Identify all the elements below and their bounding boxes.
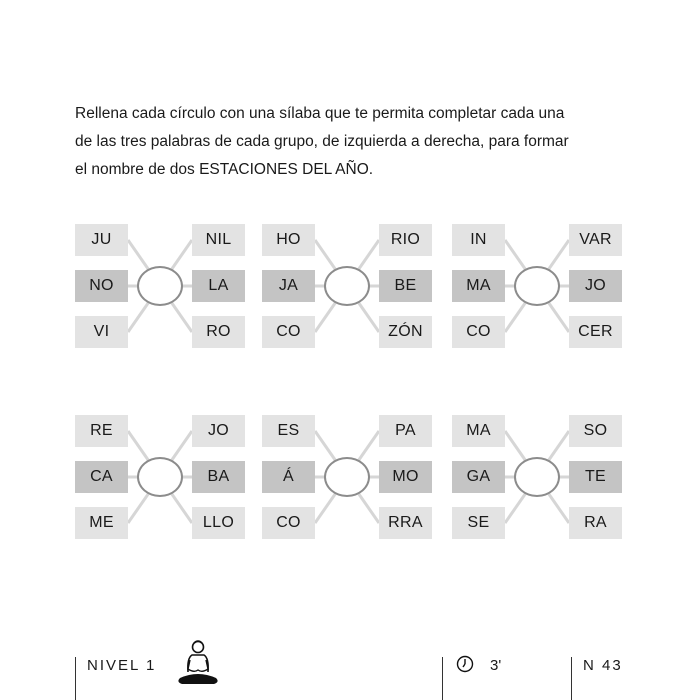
syllable-box-right: TE: [569, 461, 622, 493]
answer-circle[interactable]: [514, 266, 560, 306]
syllable-box-right: BA: [192, 461, 245, 493]
syllable-puzzle: [262, 224, 432, 348]
footer-divider: [75, 657, 76, 700]
syllable-box-right: JO: [192, 415, 245, 447]
syllable-box-left: CO: [452, 316, 505, 348]
syllable-box-right: LA: [192, 270, 245, 302]
instructions: [75, 100, 635, 184]
syllable-box-left: CO: [262, 316, 315, 348]
clock-icon: [456, 655, 474, 673]
syllable-box-left: NO: [75, 270, 128, 302]
level-label: NIVEL 1: [87, 657, 157, 674]
syllable-box-right: CER: [569, 316, 622, 348]
syllable-box-left: JU: [75, 224, 128, 256]
syllable-box-right: RRA: [379, 507, 432, 539]
syllable-box-right: ZÓN: [379, 316, 432, 348]
syllable-box-right: VAR: [569, 224, 622, 256]
syllable-puzzle: [262, 415, 432, 539]
syllable-box-left: MA: [452, 415, 505, 447]
syllable-box-left: Á: [262, 461, 315, 493]
syllable-box-right: SO: [569, 415, 622, 447]
syllable-puzzle: [75, 415, 245, 539]
syllable-box-left: SE: [452, 507, 505, 539]
answer-circle[interactable]: [137, 266, 183, 306]
syllable-box-right: MO: [379, 461, 432, 493]
syllable-box-right: PA: [379, 415, 432, 447]
syllable-box-left: RE: [75, 415, 128, 447]
syllable-box-left: IN: [452, 224, 505, 256]
syllable-box-right: RIO: [379, 224, 432, 256]
answer-circle[interactable]: [137, 457, 183, 497]
syllable-box-left: JA: [262, 270, 315, 302]
meditation-icon: [174, 638, 222, 692]
instructions-line-2: de las tres palabras de cada grupo, de izquierda a derecha, para formar: [75, 133, 569, 150]
instructions-line-3: el nombre de dos ESTACIONES DEL AÑO.: [75, 161, 374, 178]
footer-divider: [571, 657, 572, 700]
syllable-puzzle: [452, 224, 622, 348]
page-number: N 43: [583, 657, 623, 674]
syllable-box-right: RA: [569, 507, 622, 539]
syllable-box-right: JO: [569, 270, 622, 302]
answer-circle[interactable]: [514, 457, 560, 497]
syllable-box-right: NIL: [192, 224, 245, 256]
syllable-puzzle: [452, 415, 622, 539]
footer: [0, 635, 700, 700]
syllable-box-left: HO: [262, 224, 315, 256]
answer-circle[interactable]: [324, 457, 370, 497]
syllable-box-left: MA: [452, 270, 505, 302]
syllable-box-left: ME: [75, 507, 128, 539]
syllable-box-left: ES: [262, 415, 315, 447]
instructions-line-1: Rellena cada círculo con una sílaba que te permita completar cada una: [75, 105, 565, 122]
footer-divider: [442, 657, 443, 700]
syllable-box-left: GA: [452, 461, 505, 493]
syllable-box-right: RO: [192, 316, 245, 348]
syllable-box-left: VI: [75, 316, 128, 348]
syllable-box-right: LLO: [192, 507, 245, 539]
syllable-box-right: BE: [379, 270, 432, 302]
syllable-box-left: CA: [75, 461, 128, 493]
answer-circle[interactable]: [324, 266, 370, 306]
time-label: 3': [490, 657, 502, 674]
syllable-puzzle: [75, 224, 245, 348]
syllable-box-left: CO: [262, 507, 315, 539]
